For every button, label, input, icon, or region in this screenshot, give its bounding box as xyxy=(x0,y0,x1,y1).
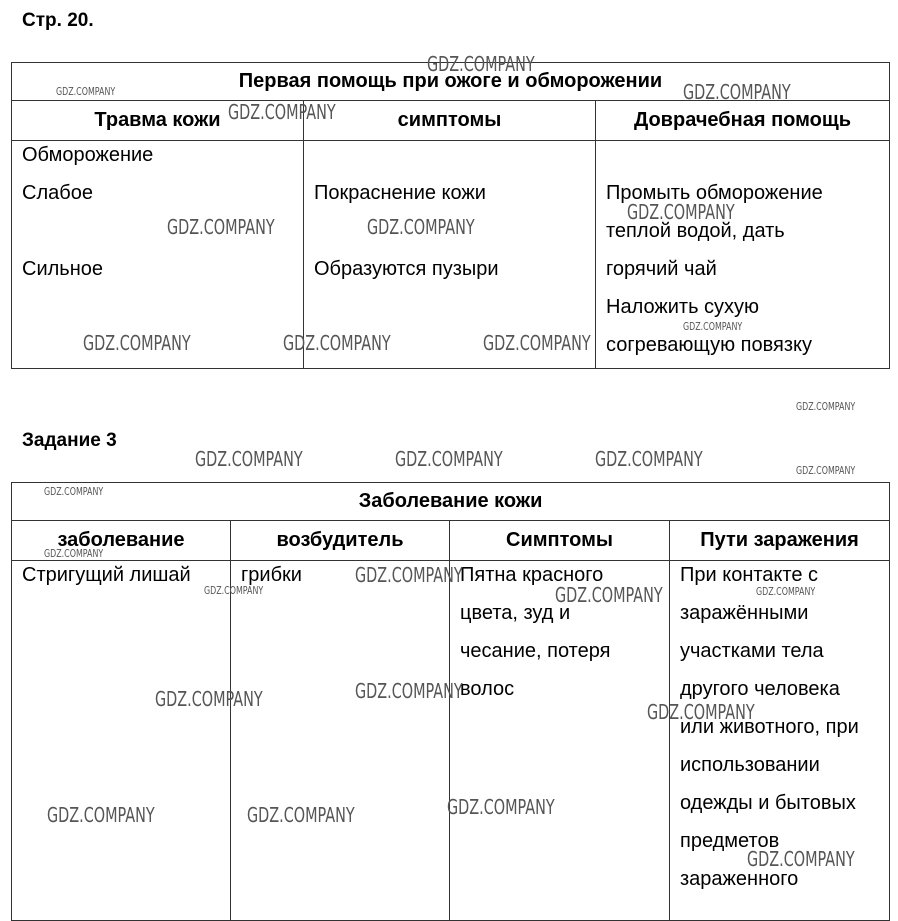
disease-symptoms-cell xyxy=(450,561,670,921)
watermark: GDZ.COMPANY xyxy=(167,215,275,239)
watermark: GDZ.COMPANY xyxy=(627,200,735,224)
watermark: GDZ.COMPANY xyxy=(796,464,856,477)
watermark: GDZ.COMPANY xyxy=(47,803,155,827)
watermark: GDZ.COMPANY xyxy=(683,80,791,104)
watermark: GDZ.COMPANY xyxy=(427,52,535,76)
skin-disease-table-title: Заболевание кожи xyxy=(12,483,890,521)
watermark: GDZ.COMPANY xyxy=(683,320,743,333)
header-pathogen: возбудитель xyxy=(231,521,450,561)
watermark: GDZ.COMPANY xyxy=(796,400,856,413)
cell-line: использовании xyxy=(680,754,820,776)
pathogen-cell xyxy=(231,561,450,921)
watermark: GDZ.COMPANY xyxy=(283,331,391,355)
cell-line: зараженного xyxy=(680,868,799,890)
watermark: GDZ.COMPANY xyxy=(44,547,104,560)
cell-line: Пятна красного xyxy=(460,564,604,586)
cell-line: Обморожение xyxy=(22,144,154,166)
watermark: GDZ.COMPANY xyxy=(647,700,755,724)
watermark: GDZ.COMPANY xyxy=(555,583,663,607)
cell-line: Наложить сухую xyxy=(606,296,760,318)
header-disease-symptoms: Симптомы xyxy=(450,521,670,561)
watermark: GDZ.COMPANY xyxy=(204,584,264,597)
watermark: GDZ.COMPANY xyxy=(747,847,855,871)
watermark: GDZ.COMPANY xyxy=(228,100,336,124)
disease-cell xyxy=(12,561,231,921)
header-transmission: Пути заражения xyxy=(670,521,890,561)
watermark: GDZ.COMPANY xyxy=(447,795,555,819)
watermark: GDZ.COMPANY xyxy=(595,447,703,471)
header-disease: заболевание xyxy=(12,521,231,561)
task-title: Задание 3 xyxy=(22,430,117,451)
cell-line: Сильное xyxy=(22,258,103,280)
first-aid-table-title: Первая помощь при ожоге и обморожении xyxy=(12,63,890,101)
cell-line: Покраснение кожи xyxy=(314,182,486,204)
cell-line: Образуются пузыри xyxy=(314,258,499,280)
cell-line: заражёнными xyxy=(680,602,809,624)
watermark: GDZ.COMPANY xyxy=(483,331,591,355)
first-aid-cell xyxy=(596,141,890,369)
header-skin-injury: Травма кожи xyxy=(12,101,304,141)
cell-line: Промыть обморожение xyxy=(606,182,823,204)
cell-line: волос xyxy=(460,678,515,700)
cell-line: цвета, зуд и xyxy=(460,602,571,624)
watermark: GDZ.COMPANY xyxy=(247,803,355,827)
header-symptoms: симптомы xyxy=(304,101,596,141)
cell-line xyxy=(314,136,595,174)
cell-line: горячий чай xyxy=(606,258,717,280)
cell-line: или животного, при xyxy=(680,716,859,738)
cell-line: теплой водой, дать xyxy=(606,220,785,242)
watermark: GDZ.COMPANY xyxy=(83,331,191,355)
watermark: GDZ.COMPANY xyxy=(355,563,463,587)
cell-line xyxy=(606,136,889,174)
watermark: GDZ.COMPANY xyxy=(367,215,475,239)
cell-line: Стригущий лишай xyxy=(22,564,191,586)
cell-line: участками тела xyxy=(680,640,824,662)
cell-line: чесание, потеря xyxy=(460,640,611,662)
header-first-aid: Доврачебная помощь xyxy=(596,101,890,141)
page-title: Стр. 20. xyxy=(22,10,94,31)
watermark: GDZ.COMPANY xyxy=(155,687,263,711)
cell-line: грибки xyxy=(241,564,302,586)
cell-line: согревающую повязку xyxy=(606,334,812,356)
cell-line: предметов xyxy=(680,830,780,852)
cell-line: одежды и бытовых xyxy=(680,792,856,814)
watermark: GDZ.COMPANY xyxy=(56,85,116,98)
cell-line: другого человека xyxy=(680,678,840,700)
watermark: GDZ.COMPANY xyxy=(195,447,303,471)
watermark: GDZ.COMPANY xyxy=(395,447,503,471)
watermark: GDZ.COMPANY xyxy=(44,485,104,498)
cell-line: Слабое xyxy=(22,182,93,204)
cell-line: При контакте с xyxy=(680,564,819,586)
watermark: GDZ.COMPANY xyxy=(355,679,463,703)
watermark: GDZ.COMPANY xyxy=(756,585,816,598)
